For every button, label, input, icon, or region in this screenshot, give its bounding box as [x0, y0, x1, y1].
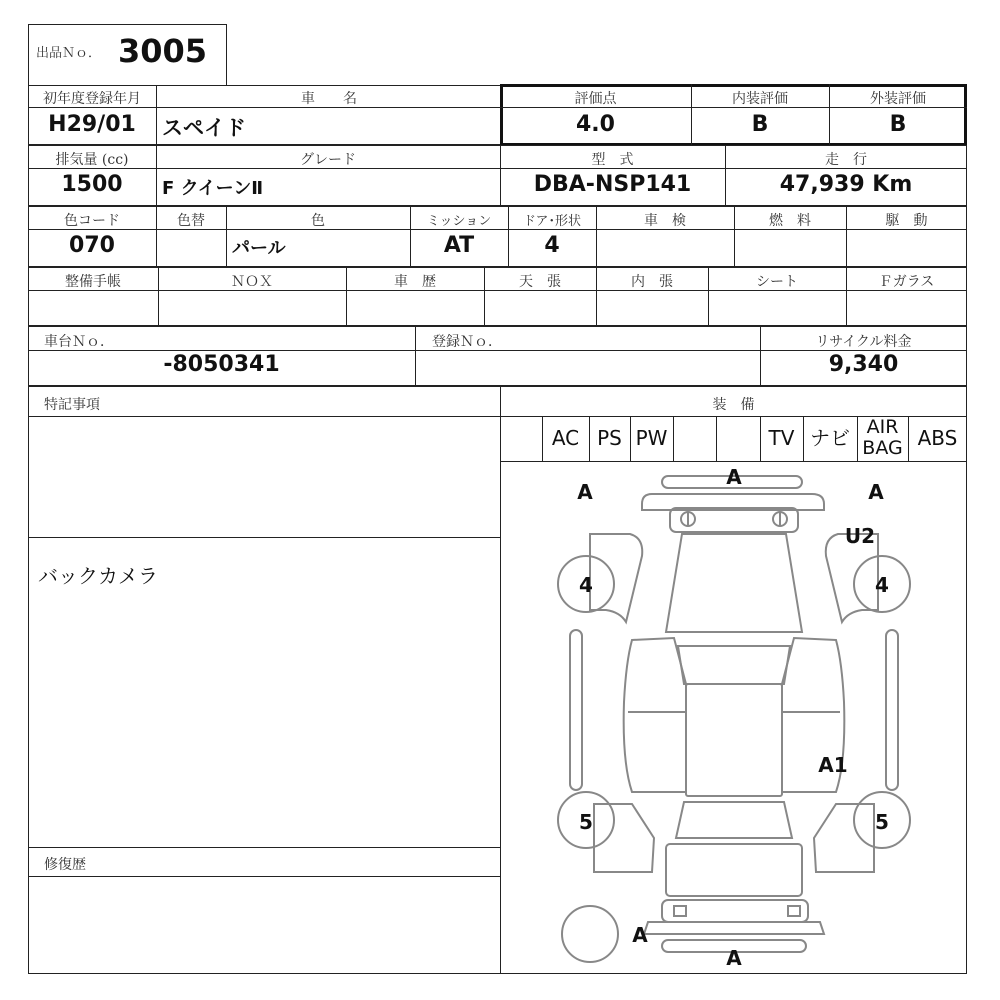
interior-label: 内装評価	[732, 91, 788, 107]
interior-trim-label: 内 張	[631, 274, 673, 290]
car-damage-diagram	[502, 462, 966, 972]
equip-airbag: AIR BAG	[862, 416, 903, 459]
mark-right-rear-door: A1	[818, 753, 848, 777]
inspection-label: 車 検	[644, 213, 686, 229]
chassis-value: -8050341	[163, 352, 280, 377]
roof-label: 天 張	[519, 274, 561, 290]
score-label: 評価点	[574, 91, 617, 107]
displacement-label: 排気量 (cc)	[55, 152, 129, 168]
model-value: DBA-NSP141	[533, 172, 692, 197]
repair-history-label: 修復歴	[44, 857, 86, 873]
interior-value: B	[751, 112, 769, 137]
mark-tire-fr: 4	[875, 573, 889, 597]
repaint-label: 色替	[177, 213, 205, 229]
color-value: パール	[232, 238, 286, 259]
equip-pw: PW	[635, 426, 668, 450]
fuel-label: 燃 料	[769, 213, 811, 229]
mark-right-fender: U2	[844, 524, 876, 548]
exterior-value: B	[889, 112, 907, 137]
lot-number: 3005	[118, 32, 208, 70]
equipment-label: 装 備	[712, 397, 755, 413]
mark-front-left: A	[577, 480, 593, 504]
chassis-label: 車台Ｎｏ．	[44, 334, 114, 350]
mileage-label: 走 行	[825, 152, 867, 168]
equip-tv: TV	[768, 426, 795, 450]
first-reg-value: H29/01	[48, 112, 136, 137]
color-code-value: 070	[69, 233, 115, 258]
mark-rear-left: A	[632, 923, 648, 947]
special-notes-text: バックカメラ	[38, 564, 158, 588]
recycle-value: 9,340	[828, 352, 899, 377]
color-code-label: 色コード	[64, 213, 120, 229]
first-reg-label: 初年度登録年月	[43, 91, 141, 107]
equip-abs: ABS	[917, 426, 958, 450]
maintenance-label: 整備手帳	[65, 274, 121, 290]
recycle-label: リサイクル料金	[815, 334, 912, 350]
equip-ps: PS	[597, 426, 622, 450]
mark-tire-rr: 5	[875, 810, 889, 834]
equip-navi: ナビ	[810, 426, 850, 450]
lot-label: 出品Ｎｏ．	[36, 46, 102, 61]
mark-tire-rl: 5	[579, 810, 593, 834]
score-value: 4.0	[576, 112, 615, 137]
drive-label: 駆 動	[885, 213, 928, 229]
equip-ac: AC	[551, 426, 580, 450]
exterior-label: 外装評価	[870, 91, 926, 107]
mark-tire-fl: 4	[579, 573, 593, 597]
door-value: 4	[544, 233, 560, 258]
seat-label: シート	[756, 274, 798, 290]
glass-label: Ｆガラス	[878, 274, 935, 290]
car-name-value: スペイド	[162, 116, 246, 140]
history-label: 車 歴	[394, 274, 436, 290]
special-notes-label: 特記事項	[44, 397, 100, 413]
mission-label: ミッション	[426, 214, 492, 229]
mileage-value: 47,939 Km	[779, 172, 913, 197]
mark-front-right: A	[868, 480, 884, 504]
grade-label: グレード	[300, 152, 356, 168]
color-label: 色	[311, 213, 325, 229]
mission-value: AT	[443, 233, 475, 258]
notes-panel	[28, 386, 502, 974]
mark-front-bumper: A	[726, 465, 742, 489]
door-label: ドア･形状	[522, 214, 582, 229]
grade-value: F クイーンⅡ	[162, 178, 264, 199]
model-label: 型 式	[591, 152, 634, 168]
nox-label: ＮＯＸ	[231, 274, 273, 290]
registration-label: 登録Ｎｏ．	[432, 334, 502, 350]
displacement-value: 1500	[61, 172, 123, 197]
car-name-label: 車 名	[301, 91, 357, 107]
mark-rear-bumper: A	[726, 946, 742, 970]
